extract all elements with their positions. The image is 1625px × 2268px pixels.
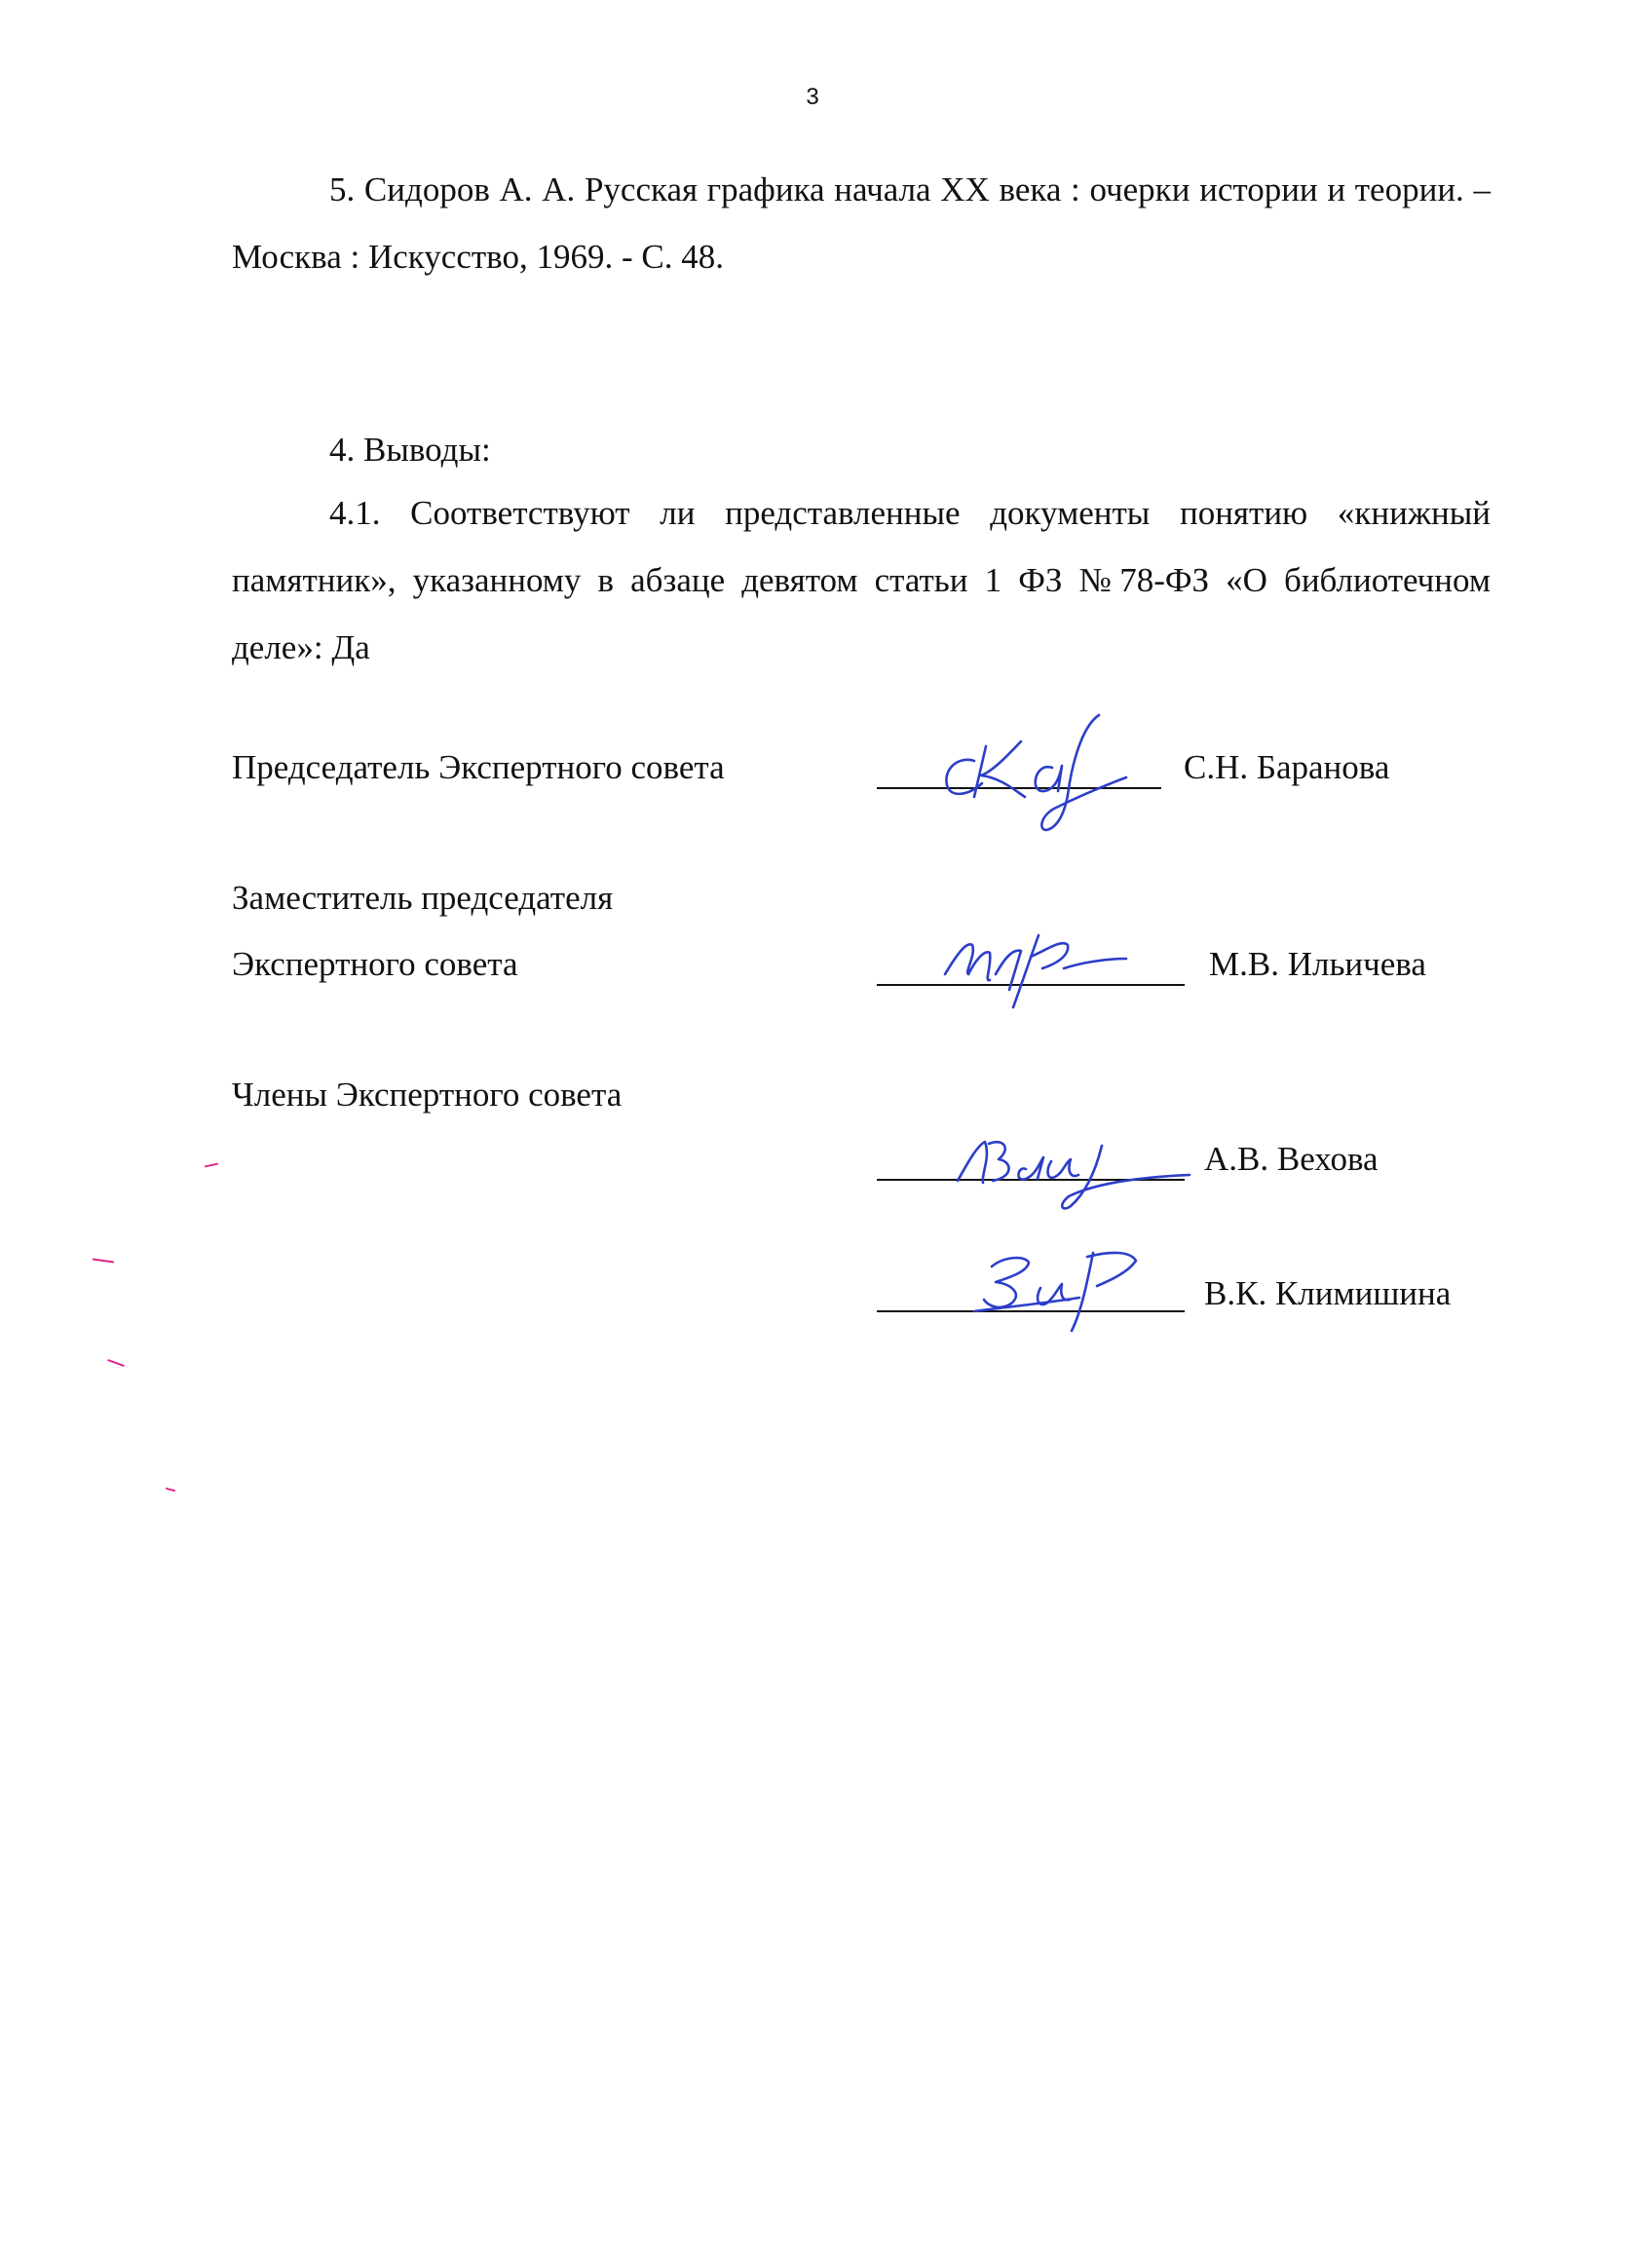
chair-signature — [935, 707, 1130, 834]
members-label: Члены Экспертного совета — [232, 1076, 623, 1114]
page-number: 3 — [806, 84, 819, 110]
stray-mark — [93, 1258, 114, 1263]
chair-label: Председатель Экспертного совета — [232, 748, 725, 786]
member-2-name: В.К. Климишина — [1204, 1274, 1452, 1312]
conclusion-item-4-1: 4.1. Соответствуют ли представленные документы понятию «книжный памятник», указанному в абзаце девятом статьи 1 ФЗ №78-ФЗ «О библиотечном деле»: Да — [232, 494, 1491, 666]
member-1-name: А.В. Вехова — [1204, 1140, 1379, 1178]
chair-name: С.Н. Баранова — [1184, 748, 1390, 786]
stray-mark — [205, 1163, 218, 1168]
reference-item-5: 5. Сидоров А. А. Русская графика начала XX века : очерки истории и теории. – Москва : Искусство, 1969. - С. 48. — [232, 170, 1491, 276]
stray-mark — [166, 1488, 175, 1493]
conclusions-heading: 4. Выводы: — [329, 431, 491, 469]
deputy-name: М.В. Ильичева — [1209, 945, 1426, 983]
deputy-label-line-1: Заместитель председателя — [232, 879, 614, 917]
member-1-signature — [950, 1118, 1193, 1216]
deputy-signature — [935, 914, 1130, 1011]
member-2-signature — [964, 1243, 1159, 1337]
stray-mark — [107, 1359, 125, 1367]
deputy-label-line-2: Экспертного совета — [232, 945, 518, 983]
